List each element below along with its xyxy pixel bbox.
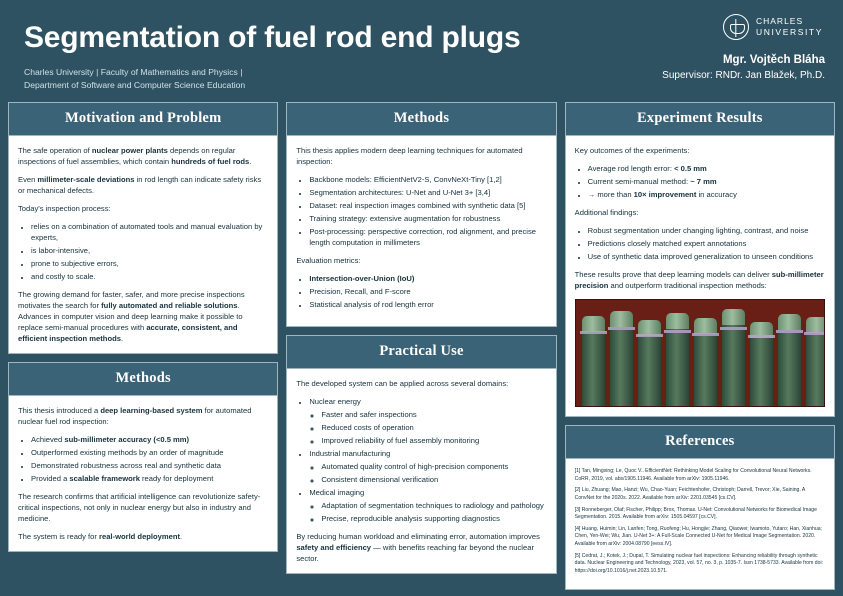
card-methods-heading: Methods (287, 103, 555, 136)
card-experiment-results (565, 102, 835, 417)
domain-sublist (309, 500, 546, 524)
methods-left-paragraph-1 (18, 405, 268, 427)
card-motivation (8, 102, 278, 354)
list-item: • Predictions closely matched expert annotations (588, 238, 825, 249)
motivation-process-list (18, 221, 268, 282)
arrow-icon: → (587, 190, 596, 199)
text-run-bold: accurate, consistent, and efficient inspection methods (18, 323, 238, 343)
text-run: . (180, 532, 183, 541)
list-item: • Robust segmentation under changing lighting, contrast, and noise (588, 225, 825, 236)
list-item: • and costly to scale. (31, 271, 268, 282)
text-run: . Advances in computer vision and deep learning make it possible to replace semi-manual procedures with (18, 301, 243, 332)
practical-conclusion (296, 531, 546, 564)
reference-item: [2] Liu, Zhuang; Mao, Hanzi; Wu, Chao-Yuan; Feichtenhofer, Christoph; Darrell, Trevor; Xie, Saining. A ConvNet for the 2020s. 2022. Available from arXiv: 2201.03545 [cs.CV]. (574, 487, 806, 501)
logo-text (756, 16, 823, 37)
text-run-bold: Intersection-over-Union (IoU) (309, 274, 415, 283)
card-methods-body (287, 136, 555, 326)
text-run-bold: < 0.5 mm (674, 164, 707, 173)
practical-intro: The developed system can be applied across several domains: (296, 379, 509, 388)
list-item: • Outperformed existing methods by an order of magnitude (31, 447, 268, 458)
experiments-conclusion (575, 269, 825, 291)
text-run-bold: real-world deployment (99, 532, 181, 541)
list-item: • is labor-intensive, (31, 245, 268, 256)
text-run: By reducing human workload and eliminating error, automation improves (296, 532, 540, 541)
text-run: for automated nuclear fuel rod inspection: (18, 406, 252, 426)
domain-sublist (309, 409, 546, 446)
experiments-additional-list (575, 225, 825, 262)
text-run-bold: scalable framework (69, 474, 140, 483)
list-item: • Segmentation architectures: U-Net and U-Net 3+ [3,4] (309, 187, 546, 198)
poster-columns (8, 102, 835, 590)
list-item: • Training strategy: extensive augmentation for robustness (309, 213, 546, 224)
text-run: depends on regular inspections of fuel assemblies, which contain (18, 146, 236, 166)
card-references-body (566, 459, 834, 589)
text-run: The system is ready for (18, 532, 100, 541)
list-item: • Demonstrated robustness across real and synthetic data (31, 460, 268, 471)
list-item: • Precision, Recall, and F-score (309, 286, 546, 297)
methods-metrics-list (296, 273, 546, 310)
card-motivation-body (9, 136, 277, 353)
list-item (309, 273, 546, 284)
list-item: • relies on a combination of automated tools and manual evaluation by experts, (31, 221, 268, 243)
text-run-bold: sub-millimeter accuracy (<0.5 mm) (64, 435, 190, 444)
reference-item: [1] Tan, Mingxing; Le, Quoc V.. EfficientNet: Rethinking Model Scaling for Convolutional Neural Networks. CoRR, 2019, vol. abs/1905.11946. Available from arXiv: 1905.11946. (574, 468, 812, 482)
list-item: ◦ Improved reliability of fuel assembly monitoring (321, 435, 546, 446)
list-item (309, 396, 546, 446)
text-run: This thesis introduced a (18, 406, 101, 415)
motivation-process-label: Today's inspection process: (18, 204, 111, 213)
list-item: ◦ Adaptation of segmentation techniques to radiology and pathology (321, 500, 546, 511)
reference-item: [5] Cedrat, J.; Kotek, J.; Dupal, T. Simulating nuclear fuel inspections: Enhancing reliability through synthetic data. Nuclear Engineering and Technology, 2023, vol. 57, no. 3, p. 1035-7. Issn 1738-5733. Available from doi: https://doi.org/10.1016/j.net.2023.10.571. (574, 552, 824, 575)
text-run: The safe operation of (18, 146, 92, 155)
methods-left-paragraph-3 (18, 531, 268, 542)
list-item: • Average rod length error: < 0.5 mm (588, 163, 825, 174)
reference-item: [3] Ronneberger, Olaf; Fischer, Philipp; Brox, Thomas. U-Net: Convolutional Networks for Biomedical Image Segmentation. 2015. Available from arXiv: 1505.04597 [cs.CV]. (574, 506, 817, 521)
card-experiment-results-body (566, 136, 834, 416)
list-item: • Statistical analysis of rod length error (309, 299, 546, 310)
logo-line-2: UNIVERSITY (755, 27, 823, 37)
text-run: These results prove that deep learning models can deliver (574, 270, 772, 279)
list-item: • Backbone models: EfficientNetV2-S, ConvNeXt-Tiny [1,2] (309, 174, 546, 185)
reference-item: [4] Huang, Huimin; Lin, Lanfen; Tong, Ruofeng; Hu, Hongjie; Zhang, Qiaowei; Iwamoto, Yutaro; Han, Xianhua; Chen, Yen-Wei; Wu, Jian. U-Net 3+: A Full-Scale Connected U-Net for Medical Image Segmentation. 2020. Available from arXiv: 2004.08790 [eess.IV]. (574, 525, 822, 548)
practical-domains-list (296, 396, 546, 524)
column-left (8, 102, 278, 552)
supervisor-name: Supervisor: RNDr. Jan Blažek, Ph.D. (662, 70, 825, 81)
card-references (565, 425, 835, 590)
card-practical-use-heading: Practical Use (287, 336, 555, 369)
list-item: • Post-processing: perspective correction, rod alignment, and precise length computation in millimeters (309, 226, 546, 248)
text-run-bold: fully automated and reliable solutions (101, 301, 238, 310)
text-run-bold: sub-millimeter precision (574, 270, 824, 290)
card-methods-conclusion-body (9, 396, 277, 551)
list-item: ◦ Reduced costs of operation (321, 422, 546, 433)
affiliation (24, 66, 584, 93)
text-run-bold: deep learning-based system (100, 406, 203, 415)
list-item: • Current semi-manual method: ~ 7 mm (588, 176, 825, 187)
methods-metrics-label: Evaluation metrics: (296, 256, 361, 265)
domain-name: Industrial manufacturing (309, 449, 391, 458)
text-run-bold: ~ 7 mm (690, 177, 717, 186)
list-item: • Provided a scalable framework ready for deployment (31, 473, 268, 484)
author-block (662, 54, 825, 81)
domain-name: Nuclear energy (309, 397, 361, 406)
methods-list (296, 174, 546, 248)
list-item (309, 448, 546, 485)
column-middle (286, 102, 556, 574)
card-experiment-results-heading: Experiment Results (566, 103, 834, 136)
list-item: ◦ Faster and safer inspections (321, 409, 546, 420)
text-run: Even (18, 175, 38, 184)
list-item (309, 487, 546, 524)
motivation-paragraph-1 (18, 145, 268, 167)
card-practical-use-body (287, 369, 555, 573)
card-methods-conclusion (8, 362, 278, 552)
domain-name: Medical imaging (309, 488, 365, 497)
list-item: • Achieved sub-millimeter accuracy (<0.5 mm) (31, 434, 268, 445)
text-run: . (120, 334, 124, 343)
motivation-paragraph-4 (18, 289, 268, 344)
text-run: — with benefits reaching far beyond the nuclear sector. (296, 543, 534, 563)
text-run: The growing demand for faster, safer, and more precise inspections motivates the search for (18, 290, 245, 310)
card-methods-conclusion-heading: Methods (9, 363, 277, 396)
poster-header (8, 8, 835, 102)
methods-intro: This thesis applies modern deep learning techniques for automated inspection: (296, 146, 523, 166)
text-run: in rod length can indicate safety risks or mechanical defects. (18, 175, 262, 195)
experiments-intro: Key outcomes of the experiments: (574, 146, 690, 155)
column-right (565, 102, 835, 590)
text-run: . (249, 157, 252, 166)
list-item: • Use of synthetic data improved generalization to unseen conditions (588, 251, 825, 262)
text-run-bold: hundreds of fuel rods (171, 157, 250, 166)
list-item: • prone to subjective errors, (31, 258, 268, 269)
page-title: Segmentation of fuel rod end plugs (24, 21, 521, 54)
charles-university-seal-icon (723, 14, 749, 40)
card-references-heading: References (566, 426, 834, 459)
experiments-additional-label: Additional findings: (574, 208, 639, 217)
domain-sublist (309, 461, 546, 485)
affiliation-line-2: Department of Software and Computer Science Education (24, 79, 246, 90)
list-item: ◦ Precise, reproducible analysis supporting diagnostics (321, 513, 546, 524)
methods-left-paragraph-2: The research confirms that artificial intelligence can revolutionize safety-critical inspections, not only in nuclear energy but also in industry and medicine. (18, 492, 261, 523)
methods-left-list (18, 434, 268, 484)
text-run-bold: safety and efficiency (296, 543, 372, 552)
motivation-paragraph-2 (18, 174, 268, 196)
list-item: • → more than 10× improvement in accuracy (588, 189, 825, 200)
author-name: Mgr. Vojtěch Bláha (722, 54, 825, 66)
card-motivation-heading: Motivation and Problem (9, 103, 277, 136)
affiliation-line-1: Charles University | Faculty of Mathematics and Physics | (24, 66, 243, 77)
text-run-bold: millimeter-scale deviations (37, 175, 135, 184)
experiments-key-outcomes (575, 163, 825, 200)
fuel-rod-end-plugs-photo (575, 299, 825, 407)
text-run-bold: nuclear power plants (91, 146, 168, 155)
text-run: and outperform traditional inspection methods: (608, 281, 767, 290)
list-item: ◦ Automated quality control of high-precision components (321, 461, 546, 472)
list-item: • Dataset: real inspection images combined with synthetic data [5] (309, 200, 546, 211)
list-item: ◦ Consistent dimensional verification (321, 474, 546, 485)
card-methods (286, 102, 556, 327)
logo-line-1: CHARLES (755, 16, 804, 27)
text-run-bold: 10× improvement (633, 190, 697, 199)
card-practical-use (286, 335, 556, 574)
university-logo (723, 14, 823, 40)
